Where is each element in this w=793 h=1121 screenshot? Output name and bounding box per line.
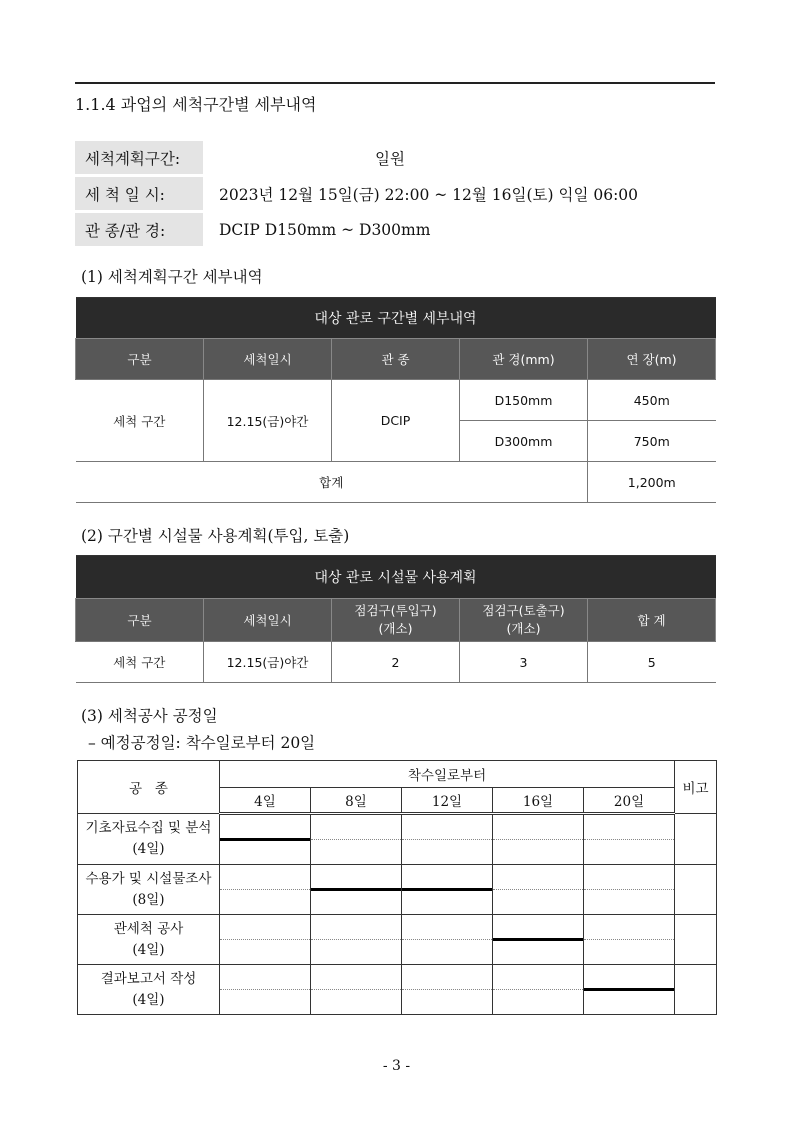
gantt-cell xyxy=(402,965,493,990)
total-value: 1,200m xyxy=(588,462,716,503)
gantt-remark-cell xyxy=(675,965,717,1015)
gantt-cell xyxy=(584,865,675,890)
gantt-cell xyxy=(584,890,675,915)
header-diameter: 관 경(mm) xyxy=(460,339,588,380)
table-caption: 대상 관로 시설물 사용계획 xyxy=(76,556,716,599)
cell-total: 5 xyxy=(588,642,716,683)
header-outlet: 점검구(토출구) (개소) xyxy=(460,599,588,642)
gantt-cell xyxy=(311,965,402,990)
gantt-cell xyxy=(220,965,311,990)
gantt-cell xyxy=(311,940,402,965)
gantt-cell xyxy=(402,840,493,865)
info-value-datetime: 2023년 12월 15일(금) 22:00 ~ 12월 16일(토) 익일 06:00 xyxy=(219,185,639,204)
gantt-day-header: 20일 xyxy=(584,788,675,814)
gantt-cell xyxy=(311,865,402,890)
gantt-cell xyxy=(402,890,493,915)
gantt-task-header: 공 종 xyxy=(78,761,220,814)
gantt-day-header: 16일 xyxy=(493,788,584,814)
gantt-cell xyxy=(584,840,675,865)
gantt-cell xyxy=(584,965,675,990)
gantt-remark-header: 비고 xyxy=(675,761,717,814)
cell-diameter-1: D150mm xyxy=(460,380,588,421)
info-value-plan: 일원 xyxy=(375,149,405,168)
gantt-cell xyxy=(311,915,402,940)
sub1-heading: (1) 세척계획구간 세부내역 xyxy=(81,268,263,286)
gantt-task-label: 결과보고서 작성 xyxy=(100,970,197,987)
gantt-cell xyxy=(402,940,493,965)
gantt-task-label: 기초자료수집 및 분석 xyxy=(85,820,212,837)
cell-outlet: 3 xyxy=(460,642,588,683)
cell-length-1: 450m xyxy=(588,380,716,421)
gantt-day-header: 8일 xyxy=(311,788,402,814)
gantt-cell xyxy=(584,940,675,965)
gantt-task-name xyxy=(78,965,220,1015)
header-length: 연 장(m) xyxy=(588,339,716,380)
gantt-cell xyxy=(493,940,584,965)
gantt-span-header: 착수일로부터 xyxy=(220,761,675,788)
gantt-cell xyxy=(220,840,311,865)
gantt-cell xyxy=(493,990,584,1015)
gantt-task-name xyxy=(78,915,220,965)
cell-category: 세척 구간 xyxy=(76,642,204,683)
header-date: 세척일시 xyxy=(204,599,332,642)
gantt-cell xyxy=(402,990,493,1015)
gantt-cell xyxy=(311,840,402,865)
gantt-cell xyxy=(311,814,402,840)
cell-inlet: 2 xyxy=(332,642,460,683)
sub2-heading: (2) 구간별 시설물 사용계획(투입, 토출) xyxy=(81,527,350,545)
gantt-cell xyxy=(402,865,493,890)
gantt-task-label: 관세척 공사 xyxy=(113,920,184,937)
gantt-cell xyxy=(493,814,584,840)
schedule-gantt-table xyxy=(77,760,717,1015)
gantt-task-name xyxy=(78,814,220,865)
cell-date: 12.15(금)야간 xyxy=(204,642,332,683)
gantt-cell xyxy=(584,990,675,1015)
gantt-cell xyxy=(220,915,311,940)
cell-category: 세척 구간 xyxy=(76,380,204,462)
gantt-cell xyxy=(493,965,584,990)
gantt-cell xyxy=(220,814,311,840)
gantt-cell xyxy=(311,890,402,915)
cell-diameter-2: D300mm xyxy=(460,421,588,462)
table-caption: 대상 관로 구간별 세부내역 xyxy=(76,298,716,339)
top-rule xyxy=(75,82,715,84)
gantt-cell xyxy=(402,814,493,840)
schedule-note: – 예정공정일: 착수일로부터 20일 xyxy=(88,734,316,752)
header-category: 구분 xyxy=(76,339,204,380)
gantt-task-duration: (4일) xyxy=(132,941,165,958)
gantt-remark-cell xyxy=(675,814,717,865)
gantt-cell xyxy=(493,865,584,890)
gantt-cell xyxy=(493,890,584,915)
cell-date: 12.15(금)야간 xyxy=(204,380,332,462)
gantt-cell xyxy=(220,990,311,1015)
header-total: 합 계 xyxy=(588,599,716,642)
cell-length-2: 750m xyxy=(588,421,716,462)
gantt-task-duration: (4일) xyxy=(132,841,165,857)
gantt-cell xyxy=(584,814,675,840)
gantt-cell xyxy=(311,990,402,1015)
gantt-day-header: 12일 xyxy=(402,788,493,814)
gantt-cell xyxy=(493,840,584,865)
gantt-cell xyxy=(584,915,675,940)
cell-pipe-type: DCIP xyxy=(332,380,460,462)
info-label-pipe: 관 종/관 경: xyxy=(75,213,203,246)
gantt-task-label: 수용가 및 시설물조사 xyxy=(85,870,212,887)
header-category: 구분 xyxy=(76,599,204,642)
info-label-datetime: 세 척 일 시: xyxy=(75,177,203,210)
gantt-cell xyxy=(402,915,493,940)
facility-plan-table xyxy=(75,555,716,683)
total-label: 합계 xyxy=(76,462,588,503)
info-label-plan: 세척계획구간: xyxy=(75,141,203,174)
gantt-cell xyxy=(493,915,584,940)
gantt-remark-cell xyxy=(675,915,717,965)
gantt-task-duration: (4일) xyxy=(132,991,165,1008)
page-number: - 3 - xyxy=(382,1058,411,1074)
section-title: 1.1.4 과업의 세척구간별 세부내역 xyxy=(75,95,317,114)
header-pipe-type: 관 종 xyxy=(332,339,460,380)
gantt-cell xyxy=(220,890,311,915)
gantt-remark-cell xyxy=(675,865,717,915)
gantt-day-header: 4일 xyxy=(220,788,311,814)
gantt-task-name xyxy=(78,865,220,915)
gantt-cell xyxy=(220,865,311,890)
header-date: 세척일시 xyxy=(204,339,332,380)
section-detail-table xyxy=(75,297,716,503)
gantt-task-duration: (8일) xyxy=(132,891,165,908)
header-inlet: 점검구(투입구) (개소) xyxy=(332,599,460,642)
gantt-cell xyxy=(220,940,311,965)
info-value-pipe: DCIP D150mm ~ D300mm xyxy=(219,220,431,239)
sub3-heading: (3) 세척공사 공정일 xyxy=(81,707,218,725)
